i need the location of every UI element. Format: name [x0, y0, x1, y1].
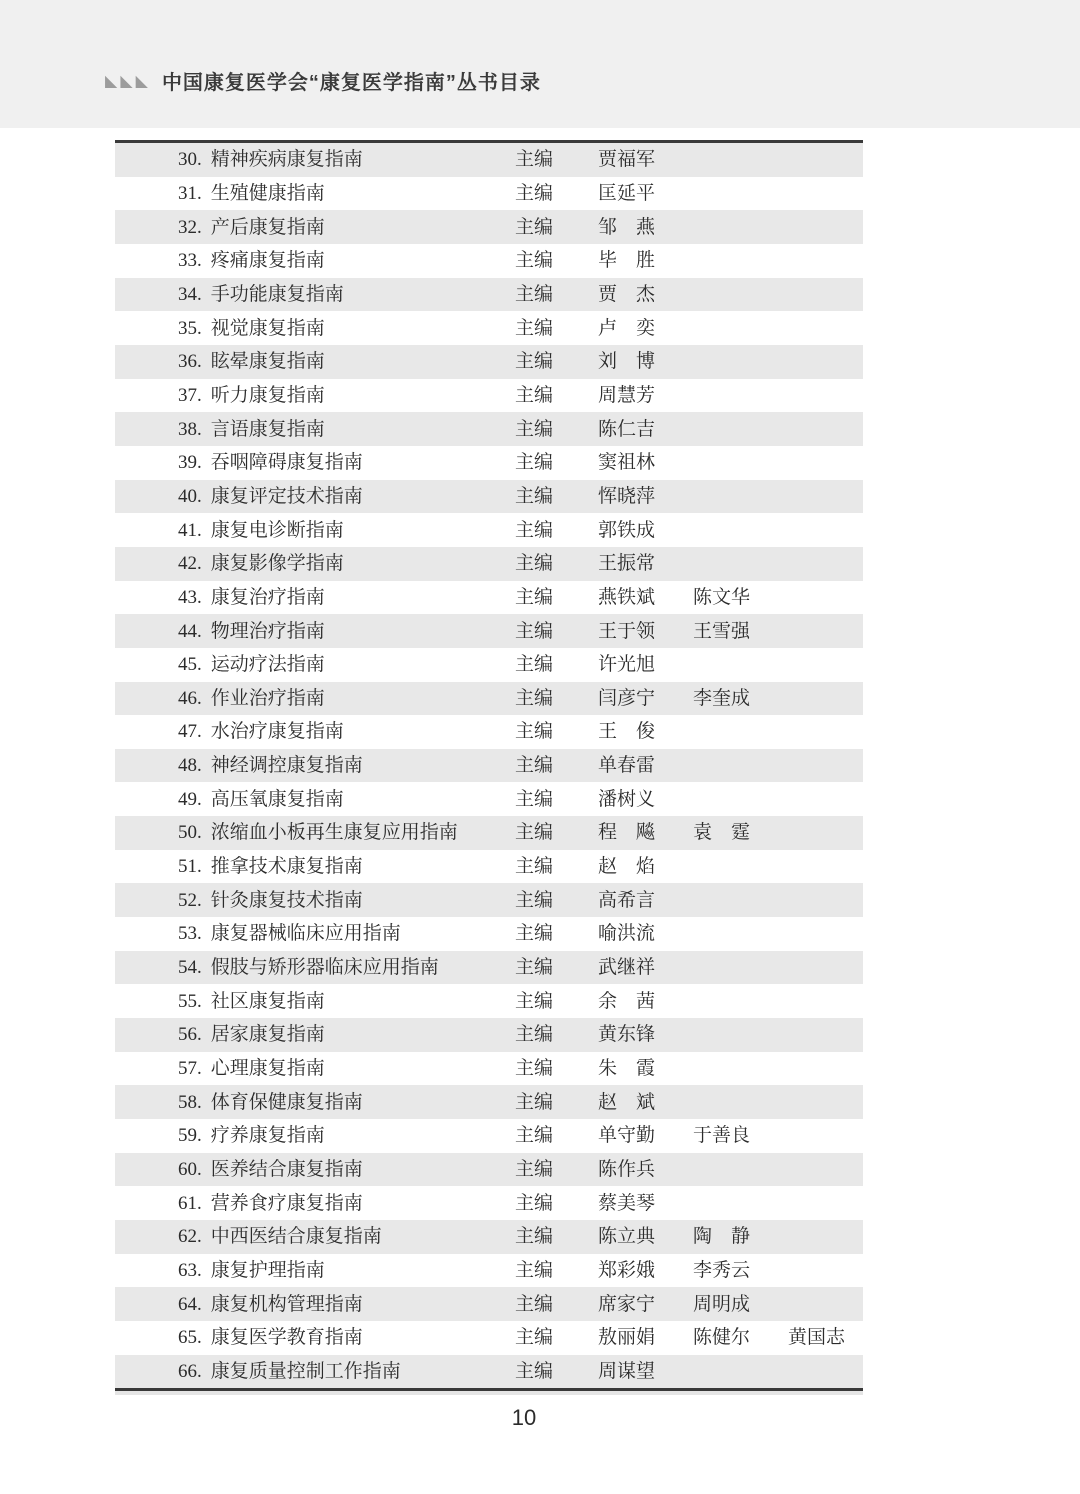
table-row [115, 1220, 863, 1254]
editor-name: 单守勤 [598, 1125, 656, 1147]
row-number-title [178, 1362, 401, 1381]
editors-group [598, 285, 655, 304]
editors-group [598, 352, 655, 371]
editors-group [598, 1227, 750, 1246]
editor-name: 王雪强 [693, 620, 751, 642]
editors-group [598, 1093, 655, 1112]
table-row [115, 715, 863, 749]
role-label: 主编 [515, 1125, 554, 1147]
role-label: 主编 [515, 822, 554, 844]
row-number-title [178, 891, 363, 910]
table-row [115, 210, 863, 244]
editor-name: 闫彦宁 [598, 687, 656, 709]
editor-name: 陈作兵 [598, 1159, 656, 1181]
role-label: 主编 [515, 620, 554, 642]
editor-name: 郭铁成 [598, 519, 656, 541]
table-row [115, 143, 863, 177]
editor-name: 朱 霞 [598, 1058, 656, 1080]
row-number: 32. [178, 216, 202, 238]
editor-name: 周谋望 [598, 1360, 656, 1382]
row-title: 假肢与矫形器临床应用指南 [210, 957, 439, 979]
role-label: 主编 [515, 957, 554, 979]
table-row [115, 984, 863, 1018]
row-number: 52. [178, 889, 202, 911]
row-title: 生殖健康指南 [210, 182, 325, 204]
editor-name: 于善良 [693, 1125, 751, 1147]
row-number: 57. [178, 1058, 202, 1080]
editors-group [598, 655, 655, 674]
editors-group [598, 150, 655, 169]
editors-group [598, 924, 655, 943]
role-label: 主编 [515, 1024, 554, 1046]
table-row [115, 345, 863, 379]
editors-group [598, 1126, 750, 1145]
row-number: 46. [178, 687, 202, 709]
table-row [115, 614, 863, 648]
table-row [115, 648, 863, 682]
editors-group [598, 1362, 655, 1381]
editors-group [598, 756, 655, 775]
row-title: 精神疾病康复指南 [210, 149, 363, 171]
row-number: 61. [178, 1192, 202, 1214]
row-title: 医养结合康复指南 [210, 1159, 363, 1181]
editor-name: 王 俊 [598, 721, 656, 743]
table-row [115, 446, 863, 480]
row-title: 康复机构管理指南 [210, 1293, 363, 1315]
editor-name: 恽晓萍 [598, 485, 656, 507]
row-title: 中西医结合康复指南 [210, 1226, 382, 1248]
triangle-icon: ◣ [105, 70, 118, 90]
row-title: 社区康复指南 [210, 990, 325, 1012]
row-title: 康复影像学指南 [210, 553, 344, 575]
editors-group [598, 453, 655, 472]
row-title: 康复电诊断指南 [210, 519, 344, 541]
role-label: 主编 [515, 452, 554, 474]
row-number-title [178, 184, 325, 203]
role-label: 主编 [515, 485, 554, 507]
role-label: 主编 [515, 1091, 554, 1113]
table-row [115, 1321, 863, 1355]
editor-name: 窦祖林 [598, 452, 656, 474]
editor-name: 高希言 [598, 889, 656, 911]
page-header-band [0, 0, 1080, 128]
editor-name: 陈仁吉 [598, 418, 656, 440]
row-title: 作业治疗指南 [210, 687, 325, 709]
header-triangle-marks [105, 70, 148, 90]
editor-name: 周慧芳 [598, 384, 656, 406]
editors-group [598, 1295, 750, 1314]
table-row [115, 278, 863, 312]
role-label: 主编 [515, 889, 554, 911]
editor-name: 陶 静 [693, 1226, 751, 1248]
row-title: 神经调控康复指南 [210, 755, 363, 777]
editor-name: 黄东锋 [598, 1024, 656, 1046]
row-title: 心理康复指南 [210, 1058, 325, 1080]
row-title: 言语康复指南 [210, 418, 325, 440]
row-title: 疼痛康复指南 [210, 250, 325, 272]
row-number: 63. [178, 1259, 202, 1281]
editors-group [598, 1160, 655, 1179]
role-label: 主编 [515, 1058, 554, 1080]
row-number: 48. [178, 755, 202, 777]
row-number: 37. [178, 384, 202, 406]
role-label: 主编 [515, 1226, 554, 1248]
role-label: 主编 [515, 923, 554, 945]
row-number-title [178, 722, 344, 741]
row-number: 47. [178, 721, 202, 743]
editors-group [598, 487, 655, 506]
row-number-title [178, 1328, 363, 1347]
row-title: 视觉康复指南 [210, 317, 325, 339]
row-number: 55. [178, 990, 202, 1012]
triangle-icon: ◣ [120, 70, 133, 90]
editor-name: 喻洪流 [598, 923, 656, 945]
row-title: 康复治疗指南 [210, 586, 325, 608]
editor-name: 刘 博 [598, 351, 656, 373]
editor-name: 陈立典 [598, 1226, 656, 1248]
table-row [115, 1085, 863, 1119]
role-label: 主编 [515, 216, 554, 238]
role-label: 主编 [515, 654, 554, 676]
row-number-title [178, 655, 325, 674]
row-title: 听力康复指南 [210, 384, 325, 406]
row-number-title [178, 1025, 325, 1044]
role-label: 主编 [515, 1159, 554, 1181]
row-number: 35. [178, 317, 202, 339]
row-number-title [178, 319, 325, 338]
table-row [115, 951, 863, 985]
row-number-title [178, 285, 344, 304]
row-number: 62. [178, 1226, 202, 1248]
role-label: 主编 [515, 519, 554, 541]
role-label: 主编 [515, 1192, 554, 1214]
role-label: 主编 [515, 283, 554, 305]
row-number-title [178, 622, 325, 641]
table-row [115, 917, 863, 951]
row-number: 44. [178, 620, 202, 642]
row-number: 65. [178, 1327, 202, 1349]
editors-group [598, 251, 655, 270]
row-title: 康复医学教育指南 [210, 1327, 363, 1349]
editor-name: 许光旭 [598, 654, 656, 676]
editor-name: 武继祥 [598, 957, 656, 979]
table-row [115, 682, 863, 716]
role-label: 主编 [515, 149, 554, 171]
editors-group [598, 958, 655, 977]
row-number: 34. [178, 283, 202, 305]
row-number: 39. [178, 452, 202, 474]
editor-name: 潘树义 [598, 788, 656, 810]
row-number: 50. [178, 822, 202, 844]
editors-group [598, 184, 655, 203]
editors-group [598, 386, 655, 405]
editors-group [598, 622, 750, 641]
row-number: 40. [178, 485, 202, 507]
role-label: 主编 [515, 182, 554, 204]
role-label: 主编 [515, 553, 554, 575]
row-number-title [178, 588, 325, 607]
editor-name: 黄国志 [788, 1327, 846, 1349]
editors-group [598, 1059, 655, 1078]
row-number: 49. [178, 788, 202, 810]
table-row [115, 547, 863, 581]
table-row [115, 1186, 863, 1220]
page-header [105, 66, 541, 95]
role-label: 主编 [515, 250, 554, 272]
editor-name: 蔡美琴 [598, 1192, 656, 1214]
row-number-title [178, 420, 325, 439]
row-title: 康复护理指南 [210, 1259, 325, 1281]
row-number: 51. [178, 856, 202, 878]
editor-name: 王振常 [598, 553, 656, 575]
editors-group [598, 823, 750, 842]
row-title: 康复评定技术指南 [210, 485, 363, 507]
editors-group [598, 319, 655, 338]
role-label: 主编 [515, 687, 554, 709]
row-title: 体育保健康复指南 [210, 1091, 363, 1113]
row-number: 36. [178, 351, 202, 373]
editor-name: 周明成 [693, 1293, 751, 1315]
triangle-icon: ◣ [135, 70, 148, 90]
editors-group [598, 554, 655, 573]
row-title: 高压氧康复指南 [210, 788, 344, 810]
row-number-title [178, 823, 458, 842]
contents-table-body [115, 143, 863, 1388]
editor-name: 席家宁 [598, 1293, 656, 1315]
row-title: 浓缩血小板再生康复应用指南 [210, 822, 458, 844]
row-number-title [178, 857, 363, 876]
row-number-title [178, 924, 401, 943]
table-row [115, 816, 863, 850]
editors-group [598, 420, 655, 439]
editor-name: 邹 燕 [598, 216, 656, 238]
editors-group [598, 521, 655, 540]
row-title: 产后康复指南 [210, 216, 325, 238]
row-number: 42. [178, 553, 202, 575]
table-row [115, 244, 863, 278]
row-number-title [178, 1227, 382, 1246]
editors-group [598, 1328, 845, 1347]
editor-name: 王于领 [598, 620, 656, 642]
row-number-title [178, 1059, 325, 1078]
editor-name: 匡延平 [598, 182, 656, 204]
table-row [115, 1287, 863, 1321]
row-number-title [178, 453, 363, 472]
table-row [115, 480, 863, 514]
table-row [115, 379, 863, 413]
editor-name: 郑彩娥 [598, 1259, 656, 1281]
role-label: 主编 [515, 384, 554, 406]
editor-name: 赵 焰 [598, 856, 656, 878]
row-number: 56. [178, 1024, 202, 1046]
role-label: 主编 [515, 1259, 554, 1281]
editor-name: 程 飚 [598, 822, 656, 844]
table-row [115, 749, 863, 783]
row-title: 眩晕康复指南 [210, 351, 325, 373]
row-number: 60. [178, 1159, 202, 1181]
row-title: 康复质量控制工作指南 [210, 1360, 401, 1382]
editor-name: 李奎成 [693, 687, 751, 709]
row-number: 59. [178, 1125, 202, 1147]
editor-name: 贾福军 [598, 149, 656, 171]
row-number: 53. [178, 923, 202, 945]
role-label: 主编 [515, 418, 554, 440]
table-row [115, 581, 863, 615]
role-label: 主编 [515, 755, 554, 777]
table-row [115, 782, 863, 816]
row-number: 64. [178, 1293, 202, 1315]
row-number: 45. [178, 654, 202, 676]
row-number-title [178, 218, 325, 237]
row-number-title [178, 992, 325, 1011]
table-row [115, 1018, 863, 1052]
row-number: 41. [178, 519, 202, 541]
row-number: 54. [178, 957, 202, 979]
row-title: 康复器械临床应用指南 [210, 923, 401, 945]
role-label: 主编 [515, 1293, 554, 1315]
editor-name: 毕 胜 [598, 250, 656, 272]
editors-group [598, 689, 750, 708]
row-number-title [178, 756, 363, 775]
row-number: 66. [178, 1360, 202, 1382]
row-title: 水治疗康复指南 [210, 721, 344, 743]
table-row [115, 850, 863, 884]
editors-group [598, 1194, 655, 1213]
row-number-title [178, 689, 325, 708]
table-row [115, 513, 863, 547]
row-title: 物理治疗指南 [210, 620, 325, 642]
role-label: 主编 [515, 721, 554, 743]
row-number: 30. [178, 149, 202, 171]
role-label: 主编 [515, 856, 554, 878]
row-number-title [178, 1261, 325, 1280]
row-title: 居家康复指南 [210, 1024, 325, 1046]
role-label: 主编 [515, 351, 554, 373]
row-title: 营养食疗康复指南 [210, 1192, 363, 1214]
table-row [115, 412, 863, 446]
editor-name: 陈健尔 [693, 1327, 751, 1349]
table-row [115, 1119, 863, 1153]
row-number-title [178, 487, 363, 506]
row-number-title [178, 1160, 363, 1179]
editors-group [598, 857, 655, 876]
row-number-title [178, 790, 344, 809]
page-title: 中国康复医学会“康复医学指南”丛书目录 [161, 72, 541, 94]
editors-group [598, 992, 655, 1011]
table-row [115, 1052, 863, 1086]
table-row [115, 177, 863, 211]
row-number-title [178, 251, 325, 270]
row-title: 吞咽障碍康复指南 [210, 452, 363, 474]
editor-name: 陈文华 [693, 586, 751, 608]
row-number: 43. [178, 586, 202, 608]
row-number-title [178, 521, 344, 540]
editor-name: 赵 斌 [598, 1091, 656, 1113]
editors-group [598, 1261, 750, 1280]
table-row [115, 1153, 863, 1187]
role-label: 主编 [515, 317, 554, 339]
row-number: 58. [178, 1091, 202, 1113]
role-label: 主编 [515, 1360, 554, 1382]
editor-name: 敖丽娟 [598, 1327, 656, 1349]
row-title: 疗养康复指南 [210, 1125, 325, 1147]
row-title: 手功能康复指南 [210, 283, 344, 305]
row-number: 33. [178, 250, 202, 272]
table-row [115, 311, 863, 345]
editors-group [598, 891, 655, 910]
row-number-title [178, 554, 344, 573]
row-number-title [178, 958, 439, 977]
role-label: 主编 [515, 990, 554, 1012]
editor-name: 燕铁斌 [598, 586, 656, 608]
editor-name: 卢 奕 [598, 317, 656, 339]
row-number-title [178, 1194, 363, 1213]
editors-group [598, 218, 655, 237]
editor-name: 单春雷 [598, 755, 656, 777]
row-title: 推拿技术康复指南 [210, 856, 363, 878]
editor-name: 袁 霆 [693, 822, 751, 844]
editor-name: 李秀云 [693, 1259, 751, 1281]
editors-group [598, 722, 655, 741]
table-row [115, 1355, 863, 1389]
role-label: 主编 [515, 788, 554, 810]
row-number: 38. [178, 418, 202, 440]
editors-group [598, 790, 655, 809]
table-row [115, 1254, 863, 1288]
row-title: 运动疗法指南 [210, 654, 325, 676]
row-number-title [178, 1126, 325, 1145]
page-number: 10 [511, 1405, 537, 1430]
editor-name: 贾 杰 [598, 283, 656, 305]
editor-name: 余 茜 [598, 990, 656, 1012]
role-label: 主编 [515, 586, 554, 608]
row-number-title [178, 1093, 363, 1112]
contents-table [115, 140, 863, 1391]
editors-group [598, 588, 750, 607]
row-number-title [178, 352, 325, 371]
table-row [115, 883, 863, 917]
row-number-title [178, 150, 363, 169]
row-number-title [178, 386, 325, 405]
row-number: 31. [178, 182, 202, 204]
row-number-title [178, 1295, 363, 1314]
editors-group [598, 1025, 655, 1044]
row-title: 针灸康复技术指南 [210, 889, 363, 911]
role-label: 主编 [515, 1327, 554, 1349]
